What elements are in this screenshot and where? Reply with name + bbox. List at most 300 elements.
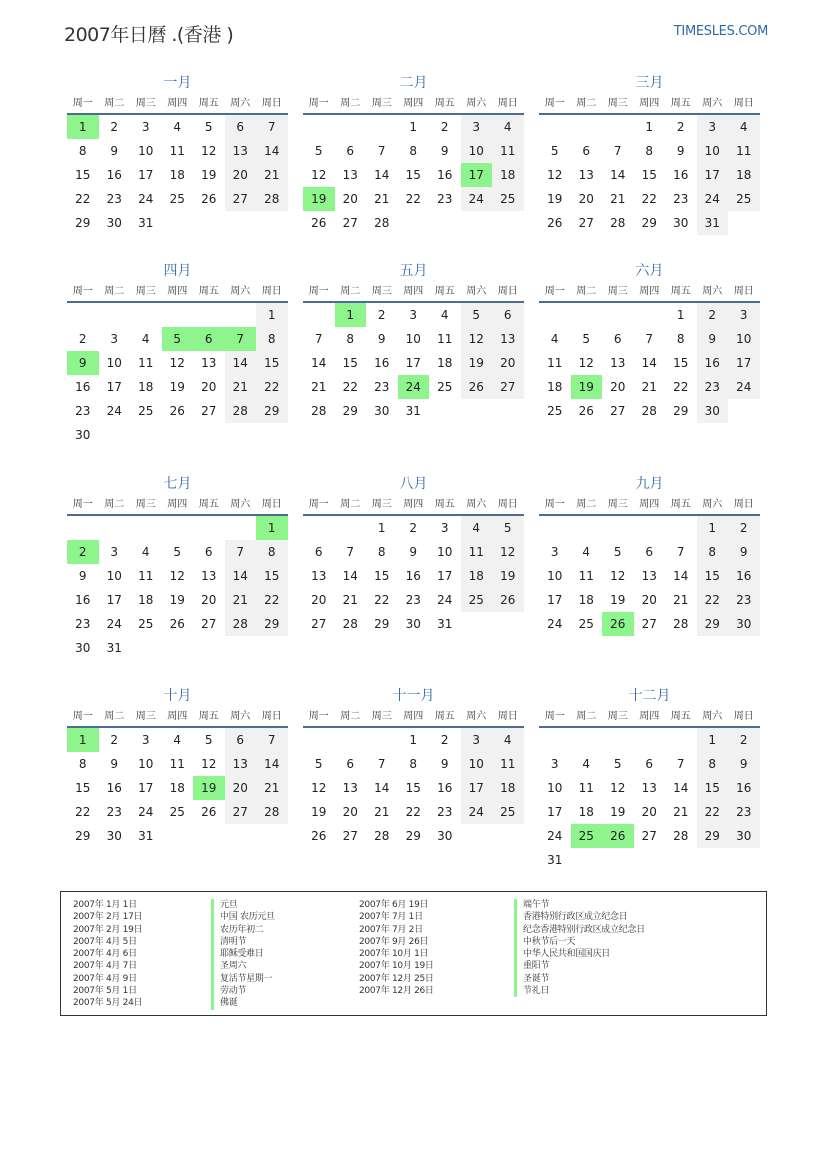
day-cell[interactable]: 31 bbox=[697, 211, 729, 235]
day-cell[interactable]: 16 bbox=[437, 781, 453, 795]
day-cell[interactable]: 21 bbox=[225, 588, 257, 612]
day-cell[interactable]: 4 bbox=[492, 115, 524, 139]
site-logo[interactable]: TIMESLES.COM bbox=[673, 24, 768, 39]
day-cell[interactable]: 6 bbox=[346, 757, 355, 771]
day-cell[interactable]: 27 bbox=[342, 829, 358, 843]
day-cell[interactable]: 18 bbox=[578, 593, 594, 607]
day-cell[interactable]: 17 bbox=[106, 380, 122, 394]
day-cell[interactable]: 11 bbox=[169, 757, 185, 771]
day-cell[interactable]: 26 bbox=[311, 829, 327, 843]
day-cell[interactable]: 15 bbox=[673, 356, 689, 370]
day-cell[interactable]: 30 bbox=[106, 829, 122, 843]
day-cell[interactable]: 9 bbox=[728, 540, 760, 564]
day-cell[interactable]: 16 bbox=[697, 351, 729, 375]
day-cell[interactable]: 8 bbox=[377, 545, 386, 559]
day-cell[interactable]: 8 bbox=[409, 757, 418, 771]
day-cell[interactable]: 5 bbox=[173, 545, 182, 559]
day-cell[interactable]: 29 bbox=[75, 216, 91, 230]
day-cell[interactable]: 12 bbox=[578, 356, 594, 370]
day-cell[interactable]: 5 bbox=[204, 120, 213, 134]
day-cell[interactable]: 22 bbox=[256, 375, 288, 399]
day-cell[interactable]: 21 bbox=[673, 805, 689, 819]
day-cell[interactable]: 26 bbox=[169, 617, 185, 631]
day-cell[interactable]: 30 bbox=[75, 641, 91, 655]
day-cell[interactable]: 17 bbox=[405, 356, 421, 370]
day-cell[interactable]: 9 bbox=[676, 144, 685, 158]
day-cell[interactable]: 15 bbox=[256, 351, 288, 375]
holiday-day-cell[interactable]: 1 bbox=[67, 728, 99, 752]
day-cell[interactable]: 29 bbox=[697, 612, 729, 636]
day-cell[interactable]: 6 bbox=[613, 332, 622, 346]
day-cell[interactable]: 9 bbox=[697, 327, 729, 351]
day-cell[interactable]: 6 bbox=[492, 303, 524, 327]
day-cell[interactable]: 2 bbox=[697, 303, 729, 327]
day-cell[interactable]: 3 bbox=[697, 115, 729, 139]
day-cell[interactable]: 6 bbox=[346, 144, 355, 158]
day-cell[interactable]: 26 bbox=[547, 216, 563, 230]
day-cell[interactable]: 15 bbox=[697, 776, 729, 800]
day-cell[interactable]: 7 bbox=[377, 144, 386, 158]
day-cell[interactable]: 24 bbox=[138, 805, 154, 819]
day-cell[interactable]: 4 bbox=[173, 120, 182, 134]
day-cell[interactable]: 22 bbox=[342, 380, 358, 394]
day-cell[interactable]: 8 bbox=[697, 540, 729, 564]
day-cell[interactable]: 7 bbox=[314, 332, 323, 346]
day-cell[interactable]: 15 bbox=[405, 781, 421, 795]
day-cell[interactable]: 31 bbox=[106, 641, 122, 655]
day-cell[interactable]: 26 bbox=[578, 404, 594, 418]
day-cell[interactable]: 1 bbox=[676, 308, 685, 322]
day-cell[interactable]: 4 bbox=[582, 757, 591, 771]
day-cell[interactable]: 26 bbox=[461, 375, 493, 399]
day-cell[interactable]: 19 bbox=[311, 805, 327, 819]
day-cell[interactable]: 25 bbox=[578, 617, 594, 631]
day-cell[interactable]: 20 bbox=[225, 776, 257, 800]
day-cell[interactable]: 29 bbox=[256, 399, 288, 423]
day-cell[interactable]: 14 bbox=[673, 569, 689, 583]
day-cell[interactable]: 22 bbox=[75, 805, 91, 819]
holiday-day-cell[interactable]: 2 bbox=[67, 540, 99, 564]
day-cell[interactable]: 10 bbox=[405, 332, 421, 346]
day-cell[interactable]: 2 bbox=[110, 733, 119, 747]
day-cell[interactable]: 19 bbox=[547, 192, 563, 206]
day-cell[interactable]: 8 bbox=[409, 144, 418, 158]
day-cell[interactable]: 10 bbox=[437, 545, 453, 559]
day-cell[interactable]: 16 bbox=[405, 569, 421, 583]
day-cell[interactable]: 15 bbox=[256, 564, 288, 588]
day-cell[interactable]: 2 bbox=[440, 733, 449, 747]
day-cell[interactable]: 20 bbox=[201, 593, 217, 607]
day-cell[interactable]: 25 bbox=[728, 187, 760, 211]
day-cell[interactable]: 13 bbox=[225, 752, 257, 776]
day-cell[interactable]: 10 bbox=[138, 757, 154, 771]
day-cell[interactable]: 15 bbox=[75, 781, 91, 795]
day-cell[interactable]: 31 bbox=[138, 216, 154, 230]
day-cell[interactable]: 24 bbox=[106, 617, 122, 631]
day-cell[interactable]: 3 bbox=[728, 303, 760, 327]
day-cell[interactable]: 23 bbox=[405, 593, 421, 607]
day-cell[interactable]: 9 bbox=[409, 545, 418, 559]
day-cell[interactable]: 30 bbox=[106, 216, 122, 230]
day-cell[interactable]: 2 bbox=[676, 120, 685, 134]
day-cell[interactable]: 29 bbox=[405, 829, 421, 843]
day-cell[interactable]: 24 bbox=[461, 800, 493, 824]
day-cell[interactable]: 27 bbox=[311, 617, 327, 631]
day-cell[interactable]: 25 bbox=[138, 404, 154, 418]
day-cell[interactable]: 25 bbox=[169, 192, 185, 206]
day-cell[interactable]: 17 bbox=[547, 593, 563, 607]
day-cell[interactable]: 30 bbox=[374, 404, 390, 418]
day-cell[interactable]: 20 bbox=[641, 593, 657, 607]
day-cell[interactable]: 23 bbox=[437, 805, 453, 819]
day-cell[interactable]: 30 bbox=[437, 829, 453, 843]
day-cell[interactable]: 25 bbox=[437, 380, 453, 394]
day-cell[interactable]: 3 bbox=[141, 733, 150, 747]
day-cell[interactable]: 26 bbox=[311, 216, 327, 230]
day-cell[interactable]: 15 bbox=[405, 168, 421, 182]
holiday-day-cell[interactable]: 1 bbox=[256, 516, 288, 540]
day-cell[interactable]: 22 bbox=[256, 588, 288, 612]
day-cell[interactable]: 5 bbox=[314, 144, 323, 158]
day-cell[interactable]: 19 bbox=[461, 351, 493, 375]
day-cell[interactable]: 9 bbox=[78, 569, 87, 583]
day-cell[interactable]: 9 bbox=[728, 752, 760, 776]
day-cell[interactable]: 19 bbox=[610, 805, 626, 819]
day-cell[interactable]: 4 bbox=[582, 545, 591, 559]
day-cell[interactable]: 1 bbox=[645, 120, 654, 134]
day-cell[interactable]: 21 bbox=[256, 776, 288, 800]
day-cell[interactable]: 5 bbox=[492, 516, 524, 540]
day-cell[interactable]: 9 bbox=[110, 757, 119, 771]
day-cell[interactable]: 23 bbox=[75, 404, 91, 418]
day-cell[interactable]: 8 bbox=[78, 144, 87, 158]
day-cell[interactable]: 13 bbox=[578, 168, 594, 182]
day-cell[interactable]: 28 bbox=[342, 617, 358, 631]
day-cell[interactable]: 7 bbox=[645, 332, 654, 346]
day-cell[interactable]: 16 bbox=[374, 356, 390, 370]
day-cell[interactable]: 29 bbox=[75, 829, 91, 843]
day-cell[interactable]: 21 bbox=[374, 805, 390, 819]
day-cell[interactable]: 14 bbox=[374, 168, 390, 182]
day-cell[interactable]: 29 bbox=[342, 404, 358, 418]
holiday-day-cell[interactable]: 1 bbox=[67, 115, 99, 139]
day-cell[interactable]: 9 bbox=[440, 757, 449, 771]
day-cell[interactable]: 17 bbox=[461, 776, 493, 800]
day-cell[interactable]: 18 bbox=[169, 168, 185, 182]
day-cell[interactable]: 22 bbox=[673, 380, 689, 394]
day-cell[interactable]: 9 bbox=[440, 144, 449, 158]
day-cell[interactable]: 16 bbox=[106, 781, 122, 795]
day-cell[interactable]: 11 bbox=[547, 356, 563, 370]
day-cell[interactable]: 5 bbox=[613, 757, 622, 771]
day-cell[interactable]: 2 bbox=[409, 521, 418, 535]
day-cell[interactable]: 8 bbox=[256, 327, 288, 351]
day-cell[interactable]: 11 bbox=[437, 332, 453, 346]
day-cell[interactable]: 20 bbox=[492, 351, 524, 375]
day-cell[interactable]: 2 bbox=[728, 516, 760, 540]
day-cell[interactable]: 27 bbox=[201, 404, 217, 418]
day-cell[interactable]: 10 bbox=[106, 569, 122, 583]
day-cell[interactable]: 13 bbox=[610, 356, 626, 370]
holiday-day-cell[interactable]: 7 bbox=[225, 327, 257, 351]
day-cell[interactable]: 20 bbox=[201, 380, 217, 394]
day-cell[interactable]: 9 bbox=[110, 144, 119, 158]
day-cell[interactable]: 2 bbox=[377, 308, 386, 322]
day-cell[interactable]: 18 bbox=[169, 781, 185, 795]
day-cell[interactable]: 29 bbox=[256, 612, 288, 636]
day-cell[interactable]: 17 bbox=[697, 163, 729, 187]
day-cell[interactable]: 29 bbox=[673, 404, 689, 418]
day-cell[interactable]: 12 bbox=[610, 781, 626, 795]
day-cell[interactable]: 29 bbox=[697, 824, 729, 848]
day-cell[interactable]: 18 bbox=[492, 163, 524, 187]
day-cell[interactable]: 25 bbox=[492, 800, 524, 824]
day-cell[interactable]: 28 bbox=[641, 404, 657, 418]
day-cell[interactable]: 17 bbox=[547, 805, 563, 819]
day-cell[interactable]: 18 bbox=[728, 163, 760, 187]
day-cell[interactable]: 4 bbox=[173, 733, 182, 747]
day-cell[interactable]: 22 bbox=[697, 588, 729, 612]
day-cell[interactable]: 19 bbox=[169, 593, 185, 607]
day-cell[interactable]: 11 bbox=[578, 569, 594, 583]
day-cell[interactable]: 21 bbox=[311, 380, 327, 394]
day-cell[interactable]: 21 bbox=[374, 192, 390, 206]
day-cell[interactable]: 13 bbox=[311, 569, 327, 583]
day-cell[interactable]: 27 bbox=[610, 404, 626, 418]
day-cell[interactable]: 12 bbox=[201, 757, 217, 771]
day-cell[interactable]: 28 bbox=[225, 612, 257, 636]
day-cell[interactable]: 23 bbox=[437, 192, 453, 206]
day-cell[interactable]: 17 bbox=[106, 593, 122, 607]
day-cell[interactable]: 25 bbox=[461, 588, 493, 612]
day-cell[interactable]: 6 bbox=[225, 115, 257, 139]
day-cell[interactable]: 28 bbox=[225, 399, 257, 423]
day-cell[interactable]: 24 bbox=[138, 192, 154, 206]
day-cell[interactable]: 18 bbox=[492, 776, 524, 800]
day-cell[interactable]: 13 bbox=[342, 168, 358, 182]
holiday-day-cell[interactable]: 25 bbox=[571, 824, 603, 848]
day-cell[interactable]: 13 bbox=[492, 327, 524, 351]
day-cell[interactable]: 1 bbox=[256, 303, 288, 327]
day-cell[interactable]: 12 bbox=[201, 144, 217, 158]
day-cell[interactable]: 27 bbox=[225, 187, 257, 211]
day-cell[interactable]: 13 bbox=[641, 569, 657, 583]
day-cell[interactable]: 18 bbox=[138, 380, 154, 394]
day-cell[interactable]: 11 bbox=[461, 540, 493, 564]
day-cell[interactable]: 12 bbox=[492, 540, 524, 564]
day-cell[interactable]: 6 bbox=[582, 144, 591, 158]
day-cell[interactable]: 28 bbox=[311, 404, 327, 418]
day-cell[interactable]: 25 bbox=[492, 187, 524, 211]
day-cell[interactable]: 1 bbox=[409, 120, 418, 134]
day-cell[interactable]: 16 bbox=[106, 168, 122, 182]
day-cell[interactable]: 23 bbox=[374, 380, 390, 394]
day-cell[interactable]: 4 bbox=[141, 332, 150, 346]
day-cell[interactable]: 23 bbox=[106, 805, 122, 819]
day-cell[interactable]: 5 bbox=[582, 332, 591, 346]
day-cell[interactable]: 4 bbox=[440, 308, 449, 322]
day-cell[interactable]: 1 bbox=[697, 516, 729, 540]
day-cell[interactable]: 14 bbox=[374, 781, 390, 795]
day-cell[interactable]: 28 bbox=[374, 216, 390, 230]
day-cell[interactable]: 2 bbox=[728, 728, 760, 752]
day-cell[interactable]: 8 bbox=[78, 757, 87, 771]
day-cell[interactable]: 3 bbox=[110, 332, 119, 346]
day-cell[interactable]: 4 bbox=[728, 115, 760, 139]
day-cell[interactable]: 21 bbox=[225, 375, 257, 399]
day-cell[interactable]: 12 bbox=[461, 327, 493, 351]
day-cell[interactable]: 12 bbox=[547, 168, 563, 182]
day-cell[interactable]: 28 bbox=[256, 187, 288, 211]
day-cell[interactable]: 15 bbox=[342, 356, 358, 370]
day-cell[interactable]: 3 bbox=[550, 757, 559, 771]
day-cell[interactable]: 4 bbox=[492, 728, 524, 752]
day-cell[interactable]: 5 bbox=[550, 144, 559, 158]
day-cell[interactable]: 29 bbox=[374, 617, 390, 631]
day-cell[interactable]: 14 bbox=[256, 752, 288, 776]
day-cell[interactable]: 10 bbox=[547, 781, 563, 795]
day-cell[interactable]: 23 bbox=[673, 192, 689, 206]
day-cell[interactable]: 4 bbox=[550, 332, 559, 346]
day-cell[interactable]: 21 bbox=[256, 163, 288, 187]
day-cell[interactable]: 1 bbox=[697, 728, 729, 752]
day-cell[interactable]: 7 bbox=[676, 757, 685, 771]
day-cell[interactable]: 27 bbox=[225, 800, 257, 824]
day-cell[interactable]: 7 bbox=[377, 757, 386, 771]
day-cell[interactable]: 27 bbox=[641, 617, 657, 631]
day-cell[interactable]: 8 bbox=[676, 332, 685, 346]
day-cell[interactable]: 27 bbox=[578, 216, 594, 230]
day-cell[interactable]: 5 bbox=[613, 545, 622, 559]
holiday-day-cell[interactable]: 19 bbox=[571, 375, 603, 399]
day-cell[interactable]: 5 bbox=[461, 303, 493, 327]
day-cell[interactable]: 24 bbox=[547, 617, 563, 631]
day-cell[interactable]: 1 bbox=[377, 521, 386, 535]
day-cell[interactable]: 22 bbox=[405, 192, 421, 206]
day-cell[interactable]: 24 bbox=[437, 593, 453, 607]
day-cell[interactable]: 11 bbox=[169, 144, 185, 158]
day-cell[interactable]: 29 bbox=[641, 216, 657, 230]
day-cell[interactable]: 23 bbox=[106, 192, 122, 206]
day-cell[interactable]: 5 bbox=[204, 733, 213, 747]
day-cell[interactable]: 7 bbox=[256, 115, 288, 139]
day-cell[interactable]: 28 bbox=[374, 829, 390, 843]
day-cell[interactable]: 25 bbox=[547, 404, 563, 418]
day-cell[interactable]: 19 bbox=[610, 593, 626, 607]
day-cell[interactable]: 22 bbox=[641, 192, 657, 206]
day-cell[interactable]: 19 bbox=[201, 168, 217, 182]
day-cell[interactable]: 18 bbox=[547, 380, 563, 394]
day-cell[interactable]: 12 bbox=[610, 569, 626, 583]
day-cell[interactable]: 15 bbox=[75, 168, 91, 182]
day-cell[interactable]: 24 bbox=[697, 187, 729, 211]
day-cell[interactable]: 24 bbox=[461, 187, 493, 211]
day-cell[interactable]: 21 bbox=[342, 593, 358, 607]
day-cell[interactable]: 8 bbox=[346, 332, 355, 346]
day-cell[interactable]: 21 bbox=[641, 380, 657, 394]
day-cell[interactable]: 17 bbox=[138, 168, 154, 182]
day-cell[interactable]: 24 bbox=[547, 829, 563, 843]
day-cell[interactable]: 20 bbox=[342, 805, 358, 819]
day-cell[interactable]: 13 bbox=[225, 139, 257, 163]
day-cell[interactable]: 8 bbox=[697, 752, 729, 776]
day-cell[interactable]: 1 bbox=[409, 733, 418, 747]
day-cell[interactable]: 6 bbox=[314, 545, 323, 559]
day-cell[interactable]: 15 bbox=[697, 564, 729, 588]
day-cell[interactable]: 7 bbox=[676, 545, 685, 559]
holiday-day-cell[interactable]: 1 bbox=[335, 303, 367, 327]
day-cell[interactable]: 28 bbox=[256, 800, 288, 824]
day-cell[interactable]: 11 bbox=[728, 139, 760, 163]
day-cell[interactable]: 16 bbox=[673, 168, 689, 182]
day-cell[interactable]: 27 bbox=[641, 829, 657, 843]
day-cell[interactable]: 4 bbox=[141, 545, 150, 559]
day-cell[interactable]: 25 bbox=[138, 617, 154, 631]
day-cell[interactable]: 20 bbox=[342, 192, 358, 206]
day-cell[interactable]: 22 bbox=[374, 593, 390, 607]
holiday-day-cell[interactable]: 5 bbox=[162, 327, 194, 351]
day-cell[interactable]: 2 bbox=[78, 332, 87, 346]
day-cell[interactable]: 13 bbox=[342, 781, 358, 795]
day-cell[interactable]: 27 bbox=[492, 375, 524, 399]
day-cell[interactable]: 19 bbox=[492, 564, 524, 588]
day-cell[interactable]: 12 bbox=[169, 569, 185, 583]
day-cell[interactable]: 30 bbox=[673, 216, 689, 230]
day-cell[interactable]: 3 bbox=[461, 115, 493, 139]
day-cell[interactable]: 16 bbox=[437, 168, 453, 182]
day-cell[interactable]: 10 bbox=[461, 752, 493, 776]
day-cell[interactable]: 26 bbox=[492, 588, 524, 612]
day-cell[interactable]: 7 bbox=[225, 540, 257, 564]
day-cell[interactable]: 11 bbox=[138, 356, 154, 370]
day-cell[interactable]: 30 bbox=[75, 428, 91, 442]
day-cell[interactable]: 14 bbox=[225, 564, 257, 588]
day-cell[interactable]: 6 bbox=[645, 757, 654, 771]
day-cell[interactable]: 3 bbox=[409, 308, 418, 322]
day-cell[interactable]: 13 bbox=[201, 569, 217, 583]
day-cell[interactable]: 20 bbox=[641, 805, 657, 819]
day-cell[interactable]: 23 bbox=[728, 800, 760, 824]
day-cell[interactable]: 20 bbox=[225, 163, 257, 187]
day-cell[interactable]: 27 bbox=[201, 617, 217, 631]
day-cell[interactable]: 25 bbox=[169, 805, 185, 819]
day-cell[interactable]: 10 bbox=[106, 356, 122, 370]
day-cell[interactable]: 15 bbox=[641, 168, 657, 182]
day-cell[interactable]: 31 bbox=[138, 829, 154, 843]
day-cell[interactable]: 10 bbox=[138, 144, 154, 158]
day-cell[interactable]: 14 bbox=[311, 356, 327, 370]
day-cell[interactable]: 17 bbox=[728, 351, 760, 375]
day-cell[interactable]: 10 bbox=[547, 569, 563, 583]
day-cell[interactable]: 3 bbox=[461, 728, 493, 752]
day-cell[interactable]: 14 bbox=[342, 569, 358, 583]
day-cell[interactable]: 16 bbox=[75, 593, 91, 607]
day-cell[interactable]: 13 bbox=[201, 356, 217, 370]
day-cell[interactable]: 12 bbox=[169, 356, 185, 370]
day-cell[interactable]: 20 bbox=[311, 593, 327, 607]
day-cell[interactable]: 10 bbox=[728, 327, 760, 351]
day-cell[interactable]: 15 bbox=[374, 569, 390, 583]
day-cell[interactable]: 8 bbox=[256, 540, 288, 564]
day-cell[interactable]: 30 bbox=[697, 399, 729, 423]
day-cell[interactable]: 9 bbox=[377, 332, 386, 346]
day-cell[interactable]: 20 bbox=[578, 192, 594, 206]
day-cell[interactable]: 17 bbox=[437, 569, 453, 583]
day-cell[interactable]: 16 bbox=[75, 380, 91, 394]
day-cell[interactable]: 3 bbox=[550, 545, 559, 559]
holiday-day-cell[interactable]: 19 bbox=[193, 776, 225, 800]
day-cell[interactable]: 23 bbox=[75, 617, 91, 631]
